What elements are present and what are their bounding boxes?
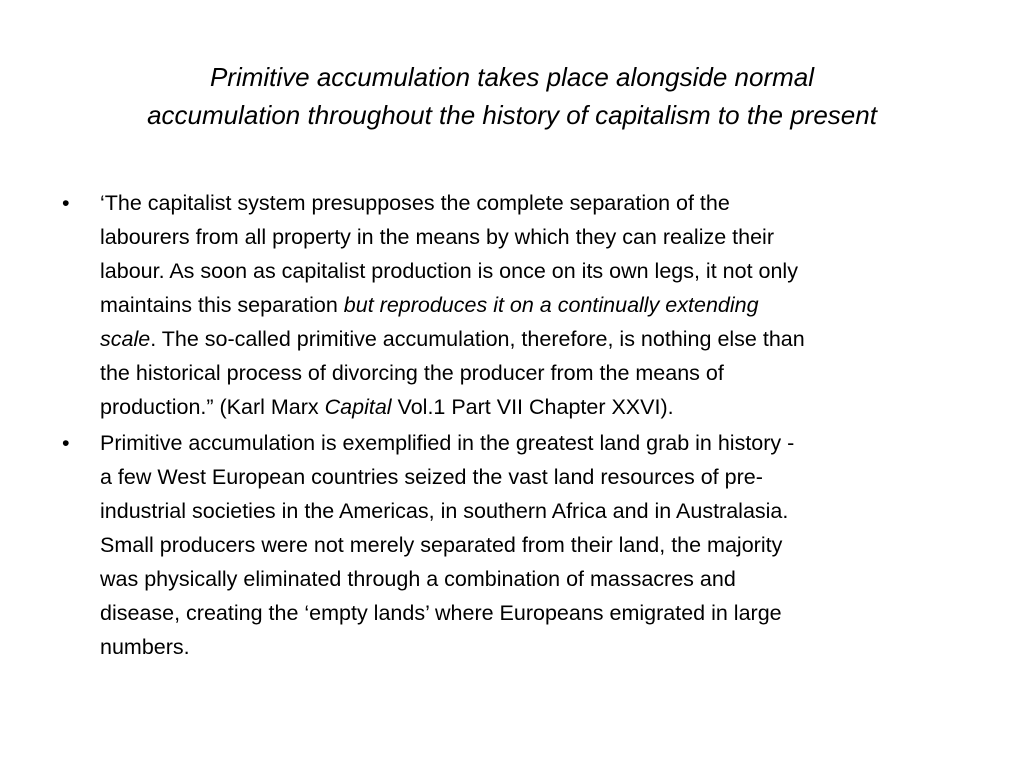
bullet1-line-4 <box>100 288 972 322</box>
bullet1-line-7-text: production.” (Karl Marx <box>100 395 325 419</box>
title-line-1: Primitive accumulation takes place alongside normal <box>209 62 815 92</box>
bullet1-line-7 <box>100 390 972 424</box>
bullet1-line-6: the historical process of divorcing the producer from the means of <box>100 361 724 385</box>
slide-title <box>40 58 984 134</box>
bullet2-line-7: numbers. <box>100 635 190 659</box>
bullet1-line-1: ‘The capitalist system presupposes the complete separation of the <box>100 191 730 215</box>
slide-body <box>62 186 972 666</box>
bullet-marker: • <box>62 431 70 455</box>
bullet1-line-4-emphasis: but reproduces it on a continually extending <box>343 293 759 317</box>
bullet-item-land-grab <box>62 426 972 664</box>
bullet1-line-3: labour. As soon as capitalist production is once on its own legs, it not only <box>100 259 798 283</box>
bullet2-line-5: was physically eliminated through a combination of massacres and <box>100 567 736 591</box>
title-line-2: accumulation throughout the history of capitalism to the present <box>147 100 877 130</box>
bullet-item-marx-quote <box>62 186 972 424</box>
bullet1-line-7-citation: Vol.1 Part VII Chapter XXVI). <box>391 395 674 419</box>
bullet1-line-2: labourers from all property in the means by which they can realize their <box>100 225 774 249</box>
bullet2-line-1: Primitive accumulation is exemplified in the greatest land grab in history - <box>100 431 795 455</box>
bullet1-line-5-text: . The so-called primitive accumulation, therefore, is nothing else than <box>150 327 805 351</box>
bullet2-line-6: disease, creating the ‘empty lands’ where Europeans emigrated in large <box>100 601 782 625</box>
bullet1-line-5 <box>100 322 972 356</box>
bullet2-line-3: industrial societies in the Americas, in southern Africa and in Australasia. <box>100 499 789 523</box>
bullet2-line-2: a few West European countries seized the vast land resources of pre- <box>100 465 763 489</box>
bullet1-line-5-emphasis: scale <box>100 327 151 351</box>
bullet2-line-4: Small producers were not merely separated from their land, the majority <box>100 533 783 557</box>
bullet-marker: • <box>62 191 70 215</box>
bullet1-line-4-text: maintains this separation <box>100 293 344 317</box>
bullet1-line-7-book-title: Capital <box>324 395 392 419</box>
